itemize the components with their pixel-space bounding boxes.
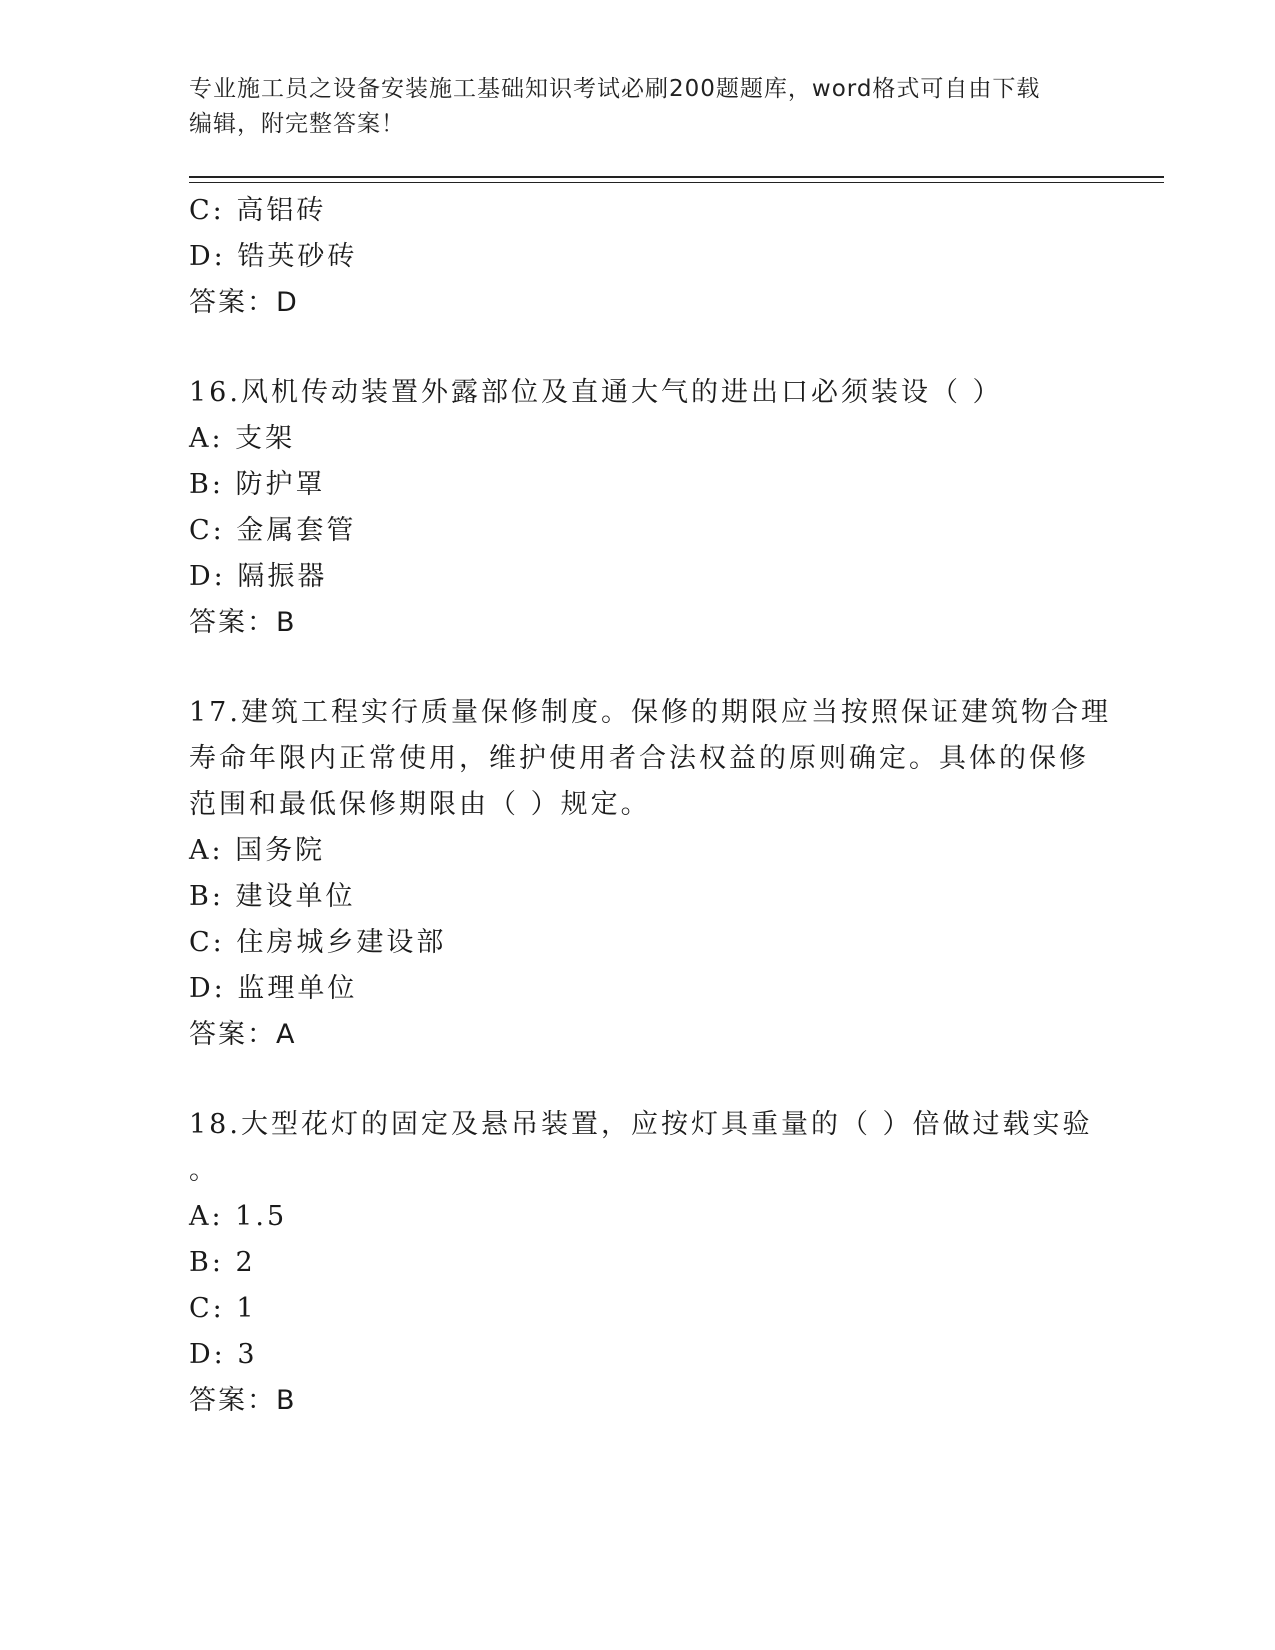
stem-line: 寿命年限内正常使用，维护使用者合法权益的原则确定。具体的保修 bbox=[189, 743, 1089, 774]
answer-line: 答案：D bbox=[189, 287, 299, 318]
option-a: A: 国务院 bbox=[189, 835, 326, 866]
option-c: C: 住房城乡建设部 bbox=[189, 927, 447, 958]
question-17 bbox=[189, 690, 1111, 1058]
question-list bbox=[189, 188, 1111, 1424]
option-b: B: 防护罩 bbox=[189, 469, 326, 500]
question-stem bbox=[189, 690, 1111, 828]
option-d: D: 3 bbox=[189, 1339, 258, 1370]
option-d: D: 锆英砂砖 bbox=[189, 241, 358, 272]
option-c: C: 金属套管 bbox=[189, 515, 357, 546]
question-18 bbox=[189, 1102, 1093, 1424]
option-b: B: 2 bbox=[189, 1247, 256, 1278]
header-divider-thin bbox=[189, 182, 1164, 183]
option-c: C: 高铝砖 bbox=[189, 195, 327, 226]
previous-question-tail bbox=[189, 188, 1089, 326]
question-stem bbox=[189, 1102, 1093, 1194]
header-line-1: 专业施工员之设备安装施工基础知识考试必刷200题题库，word格式可自由下载 bbox=[189, 76, 1041, 102]
stem-line: 18.大型花灯的固定及悬吊装置，应按灯具重量的（ ）倍做过载实验 bbox=[189, 1109, 1093, 1140]
stem-line: 16.风机传动装置外露部位及直通大气的进出口必须装设（ ） bbox=[189, 377, 1003, 408]
answer-line: 答案：A bbox=[189, 1019, 297, 1050]
stem-line: 17.建筑工程实行质量保修制度。保修的期限应当按照保证建筑物合理 bbox=[189, 697, 1111, 728]
answer-line: 答案：B bbox=[189, 607, 297, 638]
document-header bbox=[189, 72, 1069, 142]
answer-line: 答案：B bbox=[189, 1385, 297, 1416]
question-stem bbox=[189, 370, 1089, 416]
option-b: B: 建设单位 bbox=[189, 881, 356, 912]
option-d: D: 监理单位 bbox=[189, 973, 358, 1004]
header-line-2: 编辑，附完整答案！ bbox=[189, 111, 405, 137]
option-c: C: 1 bbox=[189, 1293, 257, 1324]
header-divider-thick bbox=[189, 176, 1164, 178]
option-a: A: 1.5 bbox=[189, 1201, 288, 1232]
stem-line: 。 bbox=[189, 1155, 219, 1186]
question-16 bbox=[189, 370, 1089, 646]
stem-line: 范围和最低保修期限由（ ）规定。 bbox=[189, 789, 651, 820]
option-d: D: 隔振器 bbox=[189, 561, 328, 592]
option-a: A: 支架 bbox=[189, 423, 296, 454]
